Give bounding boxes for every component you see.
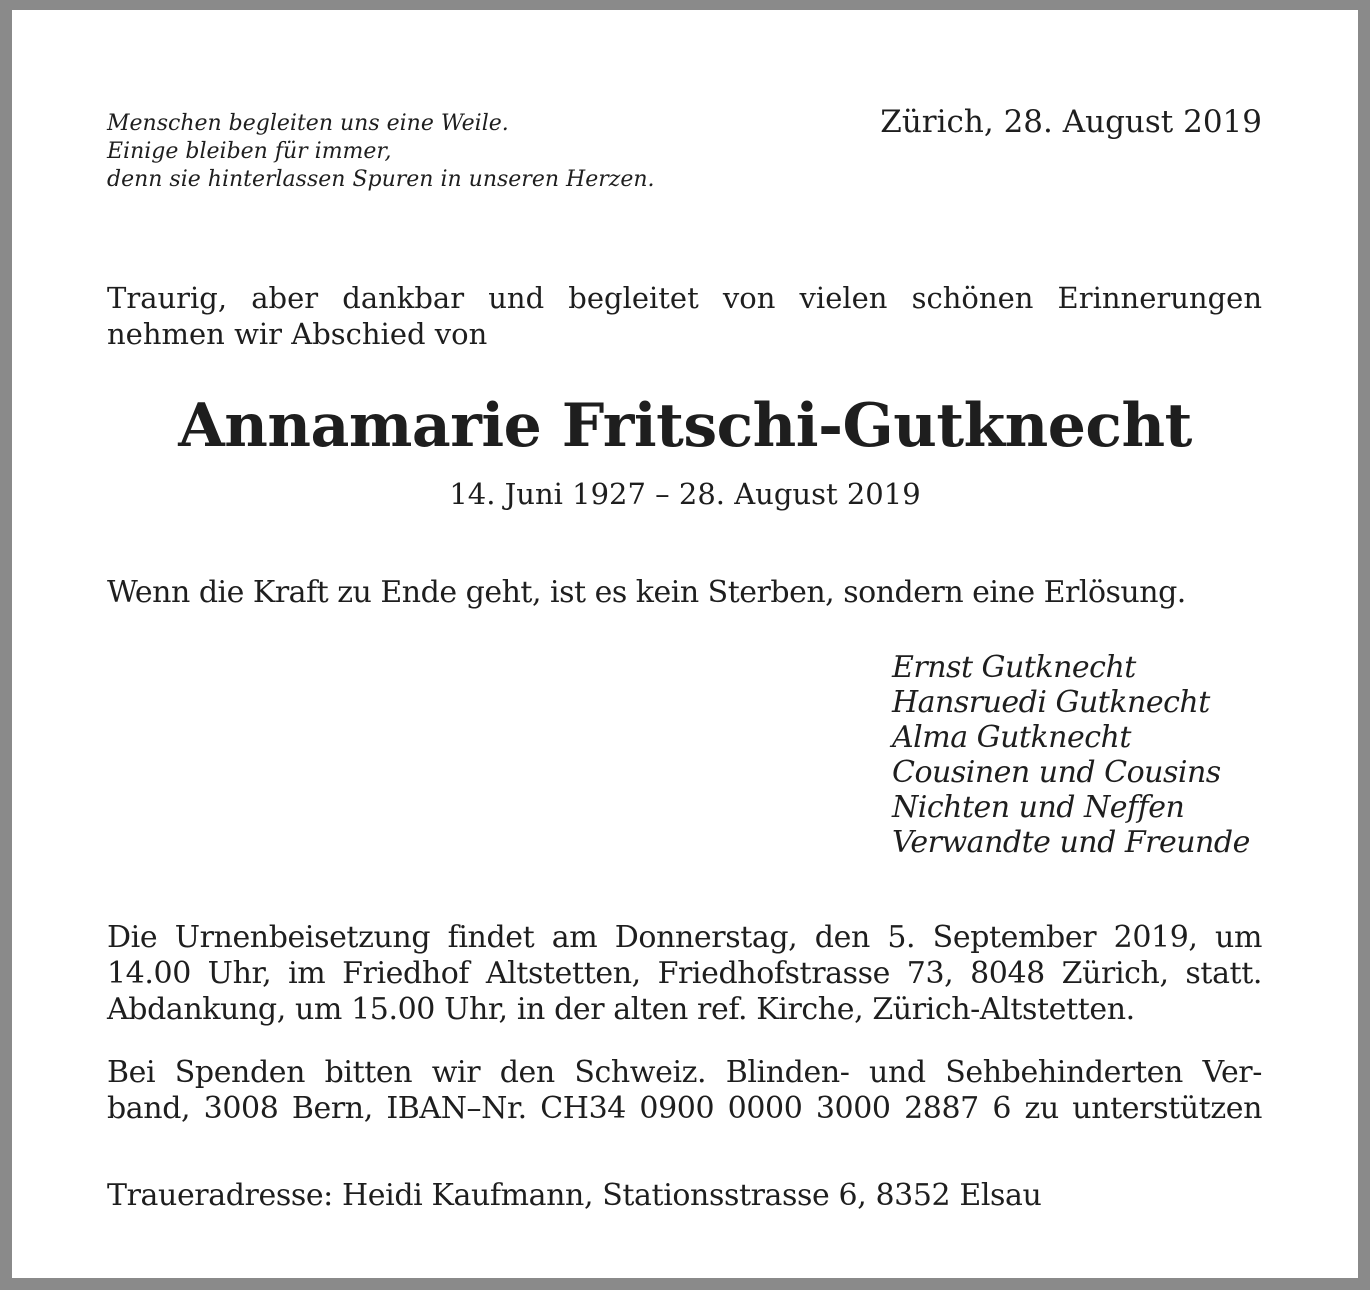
intro-line: Traurig, aber dankbar und begleitet von vielen schönen Erinnerungen	[107, 281, 1262, 315]
mourner: Nichten und Neffen	[892, 790, 1185, 825]
mourner: Ernst Gutknecht	[892, 650, 1136, 685]
burial-line: Die Urnenbeisetzung findet am Donnerstag, den 5. September 2019, um	[107, 920, 1262, 955]
mourning-address	[107, 1178, 1262, 1214]
obituary-notice	[12, 10, 1358, 1278]
quote: Wenn die Kraft zu Ende geht, ist es kein Sterben, sondern eine Erlösung.	[107, 575, 1186, 610]
burial-line: 14.00 Uhr, im Friedhof Altstetten, Friedhofstrasse 73, 8048 Zürich, statt.	[107, 956, 1262, 991]
donation-line: band, 3008 Bern, IBAN–Nr. CH34 0900 0000 3000 2887 6 zu unterstützen	[107, 1091, 1262, 1126]
motto-line: Einige bleiben für immer,	[107, 139, 392, 164]
deceased-name: Annamarie Fritschi-Gutknecht	[178, 391, 1192, 461]
motto-line: denn sie hinterlassen Spuren in unseren Herzen.	[107, 167, 655, 192]
motto-verse	[107, 110, 707, 194]
burial-info	[107, 920, 1262, 1028]
life-dates: 14. Juni 1927 – 28. August 2019	[449, 477, 921, 511]
donation-info	[107, 1055, 1262, 1127]
mourner: Alma Gutknecht	[892, 720, 1131, 755]
motto-line: Menschen begleiten uns eine Weile.	[107, 111, 509, 136]
address-line: Traueradresse: Heidi Kaufmann, Stationsstrasse 6, 8352 Elsau	[107, 1178, 1042, 1213]
burial-line: Abdankung, um 15.00 Uhr, in der alten ref. Kirche, Zürich-Altstetten.	[107, 992, 1135, 1027]
place-date: Zürich, 28. August 2019	[880, 104, 1262, 140]
mourner: Cousinen und Cousins	[892, 755, 1221, 790]
mourners-list	[892, 650, 1250, 860]
mourner: Verwandte und Freunde	[892, 825, 1250, 860]
intro-line: nehmen wir Abschied von	[107, 317, 488, 351]
mourner: Hansruedi Gutknecht	[892, 685, 1210, 720]
donation-line: Bei Spenden bitten wir den Schweiz. Blinden- und Sehbehinderten Ver-	[107, 1055, 1262, 1090]
intro-text	[107, 280, 1262, 352]
